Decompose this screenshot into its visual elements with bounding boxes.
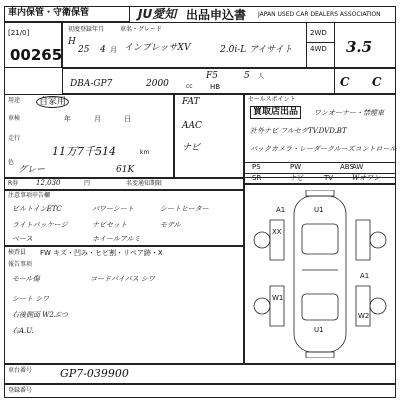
mileage-value: 11万7千514 [52, 145, 116, 158]
association-name: JAPAN USED CAR DEALERS ASSOCIATION [258, 11, 381, 18]
car-diagram [250, 190, 390, 358]
brand-logo: JU愛知 [138, 7, 177, 21]
mileage-label: 走行 [8, 135, 21, 142]
dmg-label-7: W2 [358, 312, 370, 320]
equip-sr: SR [252, 174, 262, 182]
dmg-label-2: U1 [314, 206, 324, 214]
report-note-4: 右A.U. [12, 327, 34, 335]
drive-split [306, 42, 334, 43]
dmg-label-3: XX [272, 228, 282, 236]
purpose-label: 用途 [8, 97, 21, 104]
tax-label: 名変通知期限 [126, 180, 163, 187]
model-code: DBA-GP7 [70, 79, 113, 89]
report-note-2: シート シワ [12, 295, 50, 303]
lot-code: [21/0] [8, 29, 30, 37]
dmg-label-5: W1 [272, 294, 284, 302]
drive-divider [306, 22, 307, 68]
mileage-unit: km [140, 149, 150, 156]
caution-item-2: パワーシート [92, 205, 134, 213]
shift: F5 [206, 71, 218, 81]
equip-fat: FAT [182, 97, 200, 107]
equip-navi-grid: ナビ [290, 174, 304, 182]
caution-item-1: ビルトインETC [12, 205, 62, 213]
caution-item-4: ライトパッケージ [12, 221, 68, 229]
caution-item-6: モデル [160, 221, 181, 229]
grade-divider [334, 68, 335, 94]
color-label: 色 [8, 159, 15, 166]
equip-tv: TV [324, 174, 334, 182]
dmg-label-1: A1 [276, 206, 286, 214]
caution-title: 注意事項申告欄 [8, 192, 51, 199]
equip-aac: AAC [182, 121, 202, 131]
exterior-grade: C [372, 75, 382, 89]
recycle-amount: 12,030 [36, 179, 61, 187]
report-label: 報告事項 [8, 261, 33, 268]
car-grade: 2.0i-L アイサイト [220, 45, 293, 55]
dmg-label-4: A1 [360, 272, 370, 280]
equip-pw: PW [290, 163, 302, 171]
insp-year-label: 年 [64, 115, 71, 123]
lot-number: 00265 [10, 46, 63, 64]
buy-shop-label: 買取店出品 [250, 106, 301, 119]
insp-month-label: 月 [94, 115, 101, 123]
inspector-box [4, 246, 244, 364]
category-label: 車内保管・守衛保管 [8, 8, 90, 18]
score-divider [334, 22, 335, 68]
purpose-value: 自家用 [36, 98, 69, 107]
month-label: 月 [110, 46, 117, 54]
color-value: グレー [18, 165, 46, 175]
form-title: 出品申込書 [186, 8, 247, 22]
equip-abs: ABS [340, 163, 354, 171]
car-name-label: 車名・グレード [120, 26, 163, 33]
caution-item-8: ホイールアルミ [92, 235, 141, 243]
sales-note-1: ワンオーナー・禁煙車 [314, 109, 384, 117]
doors: 5 [244, 71, 250, 81]
interior-grade: C [340, 75, 350, 89]
recycle-unit: 円 [84, 180, 91, 187]
score: 3.5 [346, 38, 373, 56]
sales-points-title: セールスポイント [248, 96, 296, 103]
report-remark: コードバイパス シワ [90, 275, 155, 283]
insp-day-label: 日 [124, 115, 131, 123]
drive-4wd: 4WD [310, 45, 327, 53]
dmg-label-6: U1 [314, 326, 324, 334]
fuel: HB [210, 83, 221, 91]
caution-item-5: ナビセット [92, 221, 127, 229]
reg-label: 登録番号 [8, 387, 33, 394]
year-era: H [68, 37, 76, 47]
scratch-legend: FW キズ・凹み・ヒビ割・リペア跡・X [40, 249, 163, 257]
seats-label: 人 [258, 73, 265, 80]
equip-w: Wオワン [352, 174, 381, 182]
chassis-label: 車台番号 [8, 367, 33, 374]
reg-month: 4 [100, 45, 106, 55]
caution-item-7: ベース [12, 235, 33, 243]
equip-ps: PS [252, 163, 261, 171]
equip-navi: ナビ [182, 143, 201, 153]
car-name: インプレッサXV [124, 43, 191, 53]
sales-note-3: バックカメラ・レーダークルーズコントロール [250, 145, 397, 153]
inspection-label: 車検 [8, 115, 21, 122]
first-reg-label: 初度登録年月 [68, 26, 105, 33]
reg-row [4, 384, 396, 398]
report-note-1: モール傷 [12, 275, 40, 283]
displacement: 2000 [146, 79, 169, 89]
color-code: 61K [116, 165, 135, 175]
reg-year: 25 [78, 45, 90, 55]
recycle-label: R券 [8, 180, 19, 187]
chassis-value: GP7-039900 [60, 367, 129, 380]
inspector-label: 検査員 [8, 249, 27, 256]
equip-aw: AW [352, 163, 364, 171]
drive-2wd: 2WD [310, 29, 327, 37]
report-note-3: 右後側面 W2ぶつ [12, 311, 68, 319]
cc-unit: cc [186, 83, 193, 90]
sales-note-2: 社外ナビ フルセグTV.DVD.BT [250, 127, 347, 135]
caution-item-3: シートヒーター [160, 205, 209, 213]
